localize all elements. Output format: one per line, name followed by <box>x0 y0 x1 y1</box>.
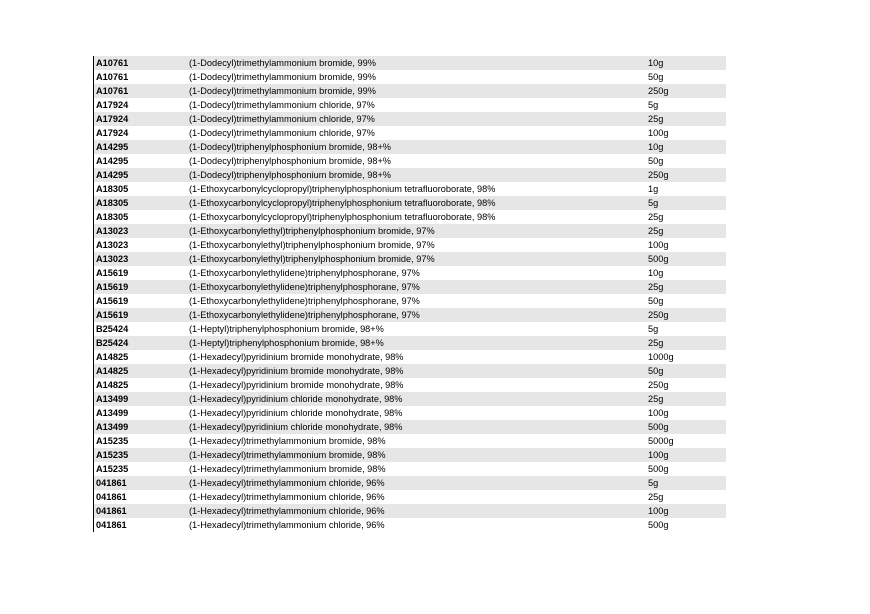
product-name: (1-Ethoxycarbonylethyl)triphenylphosphonium bromide, 97% <box>189 254 435 264</box>
catalog-number: 041861 <box>96 520 127 530</box>
product-name: (1-Ethoxycarbonylethyl)triphenylphosphonium bromide, 97% <box>189 226 435 236</box>
product-name: (1-Ethoxycarbonylethyl)triphenylphosphonium bromide, 97% <box>189 240 435 250</box>
package-size: 100g <box>648 408 669 418</box>
table-row <box>94 392 726 406</box>
catalog-number: 041861 <box>96 478 127 488</box>
catalog-number: A10761 <box>96 86 129 96</box>
product-name: (1-Ethoxycarbonylethylidene)triphenylphosphorane, 97% <box>189 268 420 278</box>
product-name: (1-Ethoxycarbonylcyclopropyl)triphenylphosphonium tetrafluoroborate, 98% <box>189 198 496 208</box>
product-name: (1-Dodecyl)trimethylammonium bromide, 99% <box>189 72 376 82</box>
table-row <box>94 280 726 294</box>
product-name: (1-Hexadecyl)trimethylammonium bromide, 98% <box>189 464 386 474</box>
catalog-number: A14295 <box>96 142 129 152</box>
package-size: 500g <box>648 520 669 530</box>
catalog-number: A14295 <box>96 156 129 166</box>
table-row <box>94 364 726 378</box>
catalog-number: A14295 <box>96 170 129 180</box>
table-row <box>94 70 726 84</box>
package-size: 5000g <box>648 436 674 446</box>
package-size: 50g <box>648 296 664 306</box>
product-name: (1-Hexadecyl)trimethylammonium chloride, 96% <box>189 492 385 502</box>
table-row <box>94 126 726 140</box>
package-size: 5g <box>648 324 659 334</box>
table-row <box>94 294 726 308</box>
package-size: 100g <box>648 450 669 460</box>
catalog-number: A15235 <box>96 464 129 474</box>
package-size: 5g <box>648 478 659 488</box>
catalog-number: A17924 <box>96 128 129 138</box>
catalog-number: A17924 <box>96 100 129 110</box>
package-size: 25g <box>648 212 664 222</box>
product-name: (1-Hexadecyl)trimethylammonium bromide, 98% <box>189 436 386 446</box>
package-size: 25g <box>648 492 664 502</box>
product-name: (1-Dodecyl)trimethylammonium bromide, 99% <box>189 86 376 96</box>
catalog-number: A14825 <box>96 352 129 362</box>
package-size: 50g <box>648 72 664 82</box>
product-name: (1-Dodecyl)triphenylphosphonium bromide, 98+% <box>189 156 391 166</box>
table-row <box>94 84 726 98</box>
catalog-number: A13023 <box>96 240 129 250</box>
package-size: 10g <box>648 268 664 278</box>
catalog-number: A15235 <box>96 450 129 460</box>
product-name: (1-Dodecyl)trimethylammonium chloride, 97% <box>189 100 375 110</box>
package-size: 1000g <box>648 352 674 362</box>
product-name: (1-Hexadecyl)trimethylammonium chloride, 96% <box>189 506 385 516</box>
catalog-number: B25424 <box>96 338 129 348</box>
table-row <box>94 252 726 266</box>
table-row <box>94 406 726 420</box>
catalog-number: A18305 <box>96 212 129 222</box>
product-name: (1-Hexadecyl)pyridinium bromide monohydrate, 98% <box>189 380 404 390</box>
catalog-number: 041861 <box>96 506 127 516</box>
table-row <box>94 448 726 462</box>
product-name: (1-Dodecyl)triphenylphosphonium bromide, 98+% <box>189 170 391 180</box>
catalog-number: A15619 <box>96 296 129 306</box>
product-name: (1-Hexadecyl)pyridinium chloride monohydrate, 98% <box>189 408 403 418</box>
catalog-number: A18305 <box>96 184 129 194</box>
table-row <box>94 518 726 532</box>
catalog-number: A14825 <box>96 366 129 376</box>
product-table <box>93 56 726 532</box>
package-size: 100g <box>648 506 669 516</box>
package-size: 25g <box>648 338 664 348</box>
table-row <box>94 490 726 504</box>
table-row <box>94 140 726 154</box>
catalog-number: B25424 <box>96 324 129 334</box>
package-size: 500g <box>648 422 669 432</box>
table-row <box>94 434 726 448</box>
product-name: (1-Heptyl)triphenylphosphonium bromide, 98+% <box>189 338 384 348</box>
table-row <box>94 336 726 350</box>
table-row <box>94 308 726 322</box>
package-size: 50g <box>648 366 664 376</box>
package-size: 25g <box>648 394 664 404</box>
package-size: 25g <box>648 282 664 292</box>
table-row <box>94 350 726 364</box>
table-row <box>94 210 726 224</box>
product-name: (1-Ethoxycarbonylethylidene)triphenylphosphorane, 97% <box>189 282 420 292</box>
package-size: 50g <box>648 156 664 166</box>
product-name: (1-Ethoxycarbonylethylidene)triphenylphosphorane, 97% <box>189 310 420 320</box>
table-row <box>94 98 726 112</box>
product-name: (1-Dodecyl)triphenylphosphonium bromide, 98+% <box>189 142 391 152</box>
catalog-number: 041861 <box>96 492 127 502</box>
catalog-number: A17924 <box>96 114 129 124</box>
package-size: 10g <box>648 142 664 152</box>
product-name: (1-Dodecyl)trimethylammonium bromide, 99% <box>189 58 376 68</box>
package-size: 250g <box>648 170 669 180</box>
package-size: 250g <box>648 310 669 320</box>
table-row <box>94 462 726 476</box>
package-size: 250g <box>648 86 669 96</box>
catalog-number: A14825 <box>96 380 129 390</box>
table-row <box>94 196 726 210</box>
table-row <box>94 168 726 182</box>
catalog-number: A15235 <box>96 436 129 446</box>
product-name: (1-Dodecyl)trimethylammonium chloride, 97% <box>189 114 375 124</box>
table-row <box>94 378 726 392</box>
product-name: (1-Ethoxycarbonylcyclopropyl)triphenylphosphonium tetrafluoroborate, 98% <box>189 212 496 222</box>
package-size: 500g <box>648 254 669 264</box>
catalog-number: A13023 <box>96 226 129 236</box>
table-row <box>94 224 726 238</box>
table-row <box>94 322 726 336</box>
product-name: (1-Ethoxycarbonylcyclopropyl)triphenylphosphonium tetrafluoroborate, 98% <box>189 184 496 194</box>
table-row <box>94 56 726 70</box>
product-name: (1-Ethoxycarbonylethylidene)triphenylphosphorane, 97% <box>189 296 420 306</box>
catalog-number: A15619 <box>96 310 129 320</box>
package-size: 25g <box>648 114 664 124</box>
table-row <box>94 112 726 126</box>
package-size: 1g <box>648 184 659 194</box>
product-name: (1-Hexadecyl)trimethylammonium chloride, 96% <box>189 520 385 530</box>
product-name: (1-Hexadecyl)trimethylammonium bromide, 98% <box>189 450 386 460</box>
package-size: 5g <box>648 100 659 110</box>
table-row <box>94 182 726 196</box>
catalog-number: A18305 <box>96 198 129 208</box>
catalog-number: A10761 <box>96 72 129 82</box>
package-size: 25g <box>648 226 664 236</box>
package-size: 250g <box>648 380 669 390</box>
catalog-number: A13499 <box>96 394 129 404</box>
product-name: (1-Hexadecyl)pyridinium bromide monohydrate, 98% <box>189 366 404 376</box>
table-row <box>94 420 726 434</box>
product-name: (1-Heptyl)triphenylphosphonium bromide, 98+% <box>189 324 384 334</box>
product-name: (1-Hexadecyl)pyridinium bromide monohydrate, 98% <box>189 352 404 362</box>
catalog-number: A10761 <box>96 58 129 68</box>
package-size: 10g <box>648 58 664 68</box>
table-row <box>94 266 726 280</box>
table-row <box>94 238 726 252</box>
catalog-number: A15619 <box>96 282 129 292</box>
table-row <box>94 476 726 490</box>
product-name: (1-Hexadecyl)pyridinium chloride monohydrate, 98% <box>189 422 403 432</box>
table-row <box>94 504 726 518</box>
table-row <box>94 154 726 168</box>
product-name: (1-Hexadecyl)pyridinium chloride monohydrate, 98% <box>189 394 403 404</box>
package-size: 100g <box>648 128 669 138</box>
catalog-number: A13023 <box>96 254 129 264</box>
catalog-number: A13499 <box>96 422 129 432</box>
catalog-number: A15619 <box>96 268 129 278</box>
package-size: 100g <box>648 240 669 250</box>
package-size: 500g <box>648 464 669 474</box>
product-name: (1-Hexadecyl)trimethylammonium chloride, 96% <box>189 478 385 488</box>
catalog-number: A13499 <box>96 408 129 418</box>
package-size: 5g <box>648 198 659 208</box>
product-name: (1-Dodecyl)trimethylammonium chloride, 97% <box>189 128 375 138</box>
